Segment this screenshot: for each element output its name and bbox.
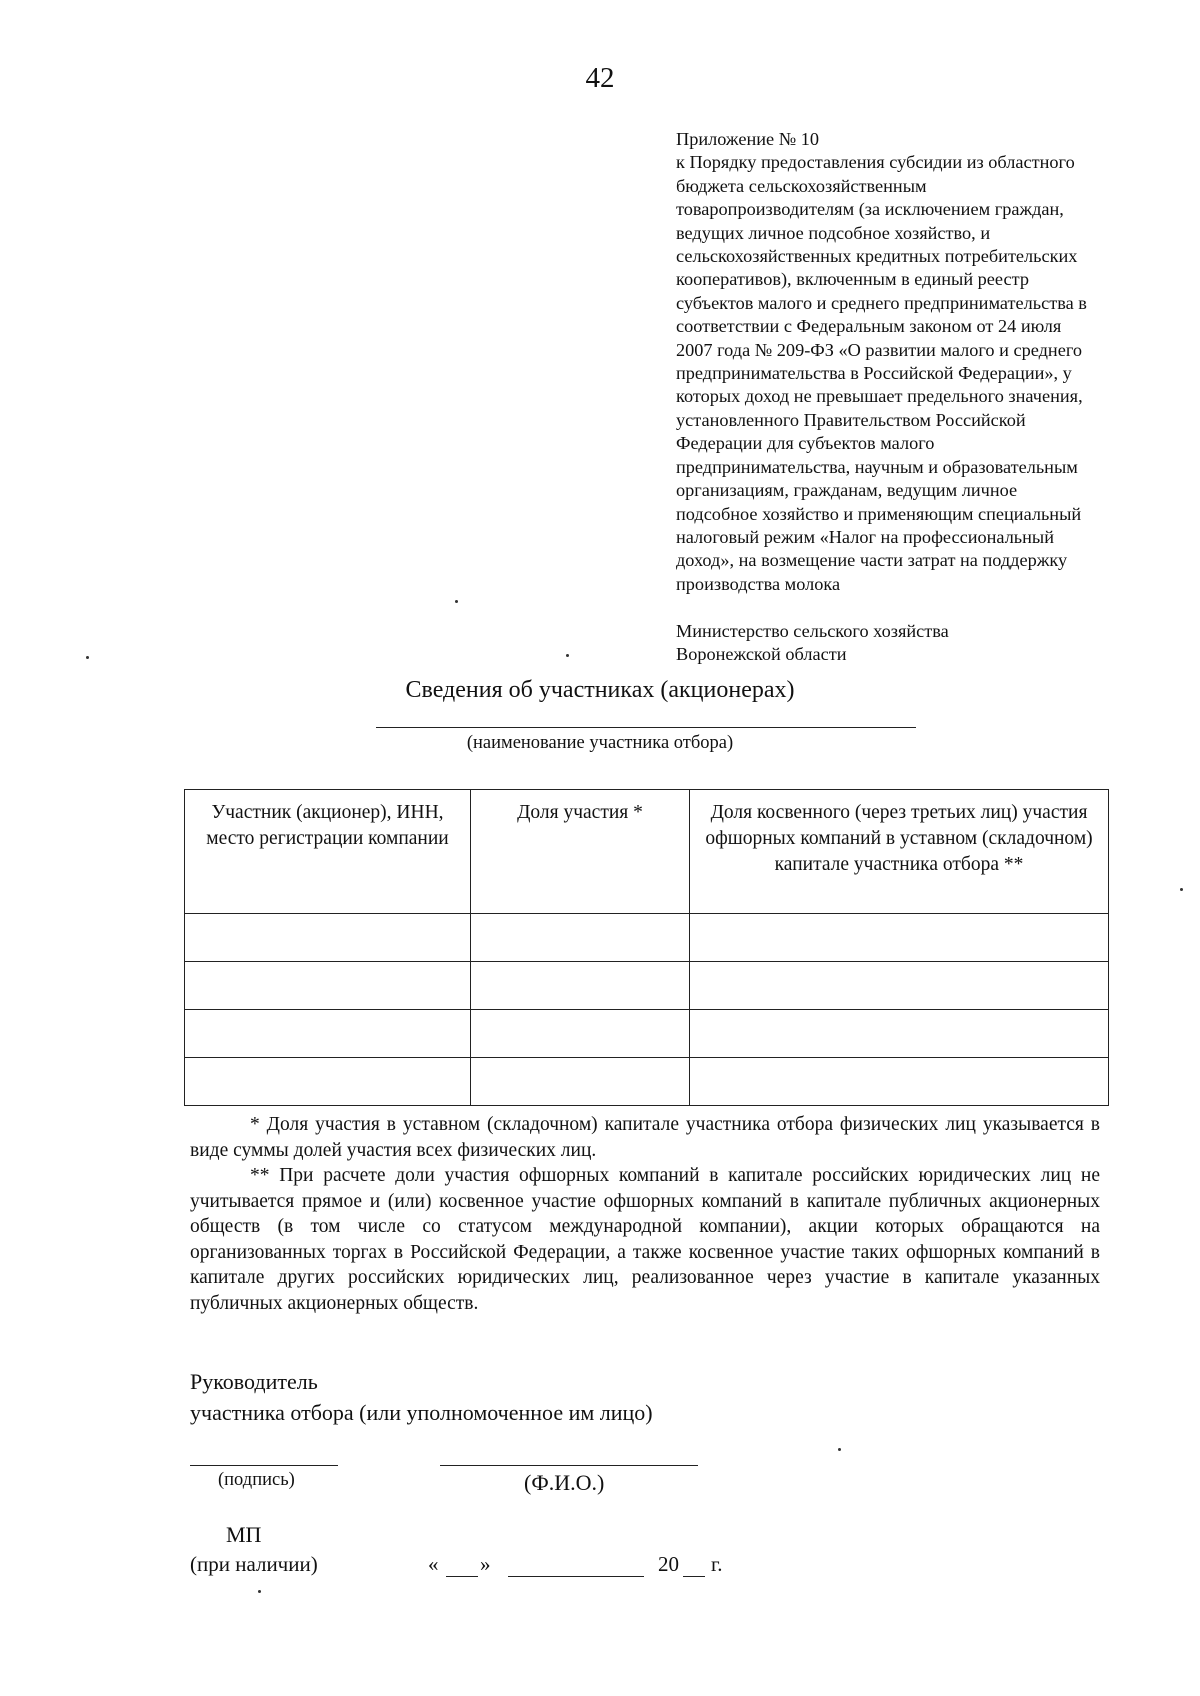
- date-close-quote: »: [480, 1552, 491, 1576]
- table-cell[interactable]: [690, 962, 1109, 1010]
- signer-title: Руководитель: [190, 1369, 318, 1394]
- participant-name-field[interactable]: [376, 727, 916, 728]
- appendix-line: товаропроизводителям (за исключением граждан,: [676, 199, 1064, 220]
- appendix-line: сельскохозяйственных кредитных потребительских: [676, 246, 1078, 267]
- table-row: [185, 962, 1109, 1010]
- appendix-line: ведущих личное подсобное хозяйство, и: [676, 222, 991, 243]
- appendix-line: доход», на возмещение части затрат на поддержку: [676, 550, 1068, 571]
- table-cell[interactable]: [690, 1010, 1109, 1058]
- table-cell[interactable]: [471, 962, 690, 1010]
- scan-speck: [566, 654, 569, 657]
- stamp-note: (при наличии): [190, 1552, 318, 1576]
- ministry-addressee: [676, 620, 949, 667]
- date-year-suffix: г.: [711, 1552, 723, 1576]
- signature-field[interactable]: [190, 1465, 338, 1466]
- scan-speck: [258, 1590, 261, 1593]
- scan-speck: [838, 1448, 841, 1451]
- appendix-line: производства молока: [676, 573, 841, 594]
- header-offshore-share: Доля косвенного (через третьих лиц) участия офшорных компаний в уставном (складочном) капитале участника отбора **: [690, 790, 1109, 914]
- participant-name-caption: (наименование участника отбора): [466, 733, 734, 753]
- signature-caption: (подпись): [218, 1470, 295, 1490]
- appendix-title: Приложение № 10: [676, 129, 819, 149]
- table-cell[interactable]: [690, 914, 1109, 962]
- table-cell[interactable]: [471, 1058, 690, 1106]
- stamp-label: МП: [226, 1522, 262, 1547]
- appendix-header: [676, 128, 1146, 596]
- full-name-field[interactable]: [440, 1465, 698, 1466]
- signer-block: [190, 1366, 653, 1428]
- table-cell[interactable]: [185, 1058, 471, 1106]
- footnote-2: ** При расчете доли участия офшорных компаний в капитале российских юридических лиц не учитывается прямое и (или) косвенное участие офшорных компаний в капитале публичных акционерных обществ (в том числе со статусом международной компании), акции которых обращаются на организованных торгах в Российской Федерации, а также косвенное участие таких офшорных компаний в капитале других российских юридических лиц, реализованное через участие в капитале указанных публичных акционерных обществ.: [190, 1165, 1100, 1314]
- signer-subtitle: участника отбора (или уполномоченное им лицо): [190, 1400, 653, 1425]
- footnote-1: * Доля участия в уставном (складочном) капитале участника отбора физических лиц указывается в виде суммы долей участия всех физических лиц.: [190, 1114, 1100, 1161]
- table-row: [185, 914, 1109, 962]
- table-row: [185, 1010, 1109, 1058]
- table-cell[interactable]: [690, 1058, 1109, 1106]
- appendix-line: подсобное хозяйство и применяющим специальный: [676, 503, 1082, 524]
- header-participant: Участник (акционер), ИНН, место регистрации компании: [185, 790, 471, 914]
- table-header-row: [185, 790, 1109, 914]
- appendix-line: которых доход не превышает предельного значения,: [676, 386, 1083, 407]
- date-day-field[interactable]: [446, 1576, 478, 1577]
- table-cell[interactable]: [471, 914, 690, 962]
- appendix-line: соответствии с Федеральным законом от 24 июля: [676, 316, 1062, 337]
- appendix-line: налоговый режим «Налог на профессиональный: [676, 526, 1054, 547]
- table-cell[interactable]: [185, 1010, 471, 1058]
- ministry-line: Воронежской области: [676, 644, 847, 665]
- footnotes: [190, 1112, 1100, 1316]
- appendix-line: к Порядку предоставления субсидии из областного: [676, 152, 1075, 173]
- scan-speck: [455, 600, 458, 603]
- appendix-line: предпринимательства, научным и образовательным: [676, 456, 1078, 477]
- appendix-line: субъектов малого и среднего предпринимательства в: [676, 292, 1087, 313]
- table-row: [185, 1058, 1109, 1106]
- header-share: Доля участия *: [471, 790, 690, 914]
- full-name-caption: (Ф.И.О.): [524, 1470, 605, 1495]
- table-cell[interactable]: [471, 1010, 690, 1058]
- date-year-field[interactable]: [683, 1576, 705, 1577]
- appendix-line: предпринимательства в Российской Федерации», у: [676, 363, 1072, 384]
- appendix-line: 2007 года № 209-ФЗ «О развитии малого и среднего: [676, 339, 1082, 360]
- document-title: Сведения об участниках (акционерах): [405, 677, 795, 703]
- page-number: 42: [585, 62, 615, 94]
- scan-speck: [86, 656, 89, 659]
- date-open-quote: «: [428, 1552, 439, 1576]
- appendix-line: установленного Правительством Российской: [676, 409, 1026, 430]
- table-cell[interactable]: [185, 914, 471, 962]
- participants-table: [184, 789, 1109, 1106]
- date-month-field[interactable]: [508, 1576, 644, 1577]
- appendix-line: Федерации для субъектов малого: [676, 433, 935, 454]
- appendix-line: организациям, гражданам, ведущим личное: [676, 480, 1018, 501]
- ministry-line: Министерство сельского хозяйства: [676, 621, 949, 641]
- table-cell[interactable]: [185, 962, 471, 1010]
- scan-speck: [1180, 888, 1183, 891]
- date-year-prefix: 20: [658, 1552, 679, 1576]
- appendix-line: кооперативов), включенным в единый реестр: [676, 269, 1029, 290]
- appendix-line: бюджета сельскохозяйственным: [676, 175, 927, 196]
